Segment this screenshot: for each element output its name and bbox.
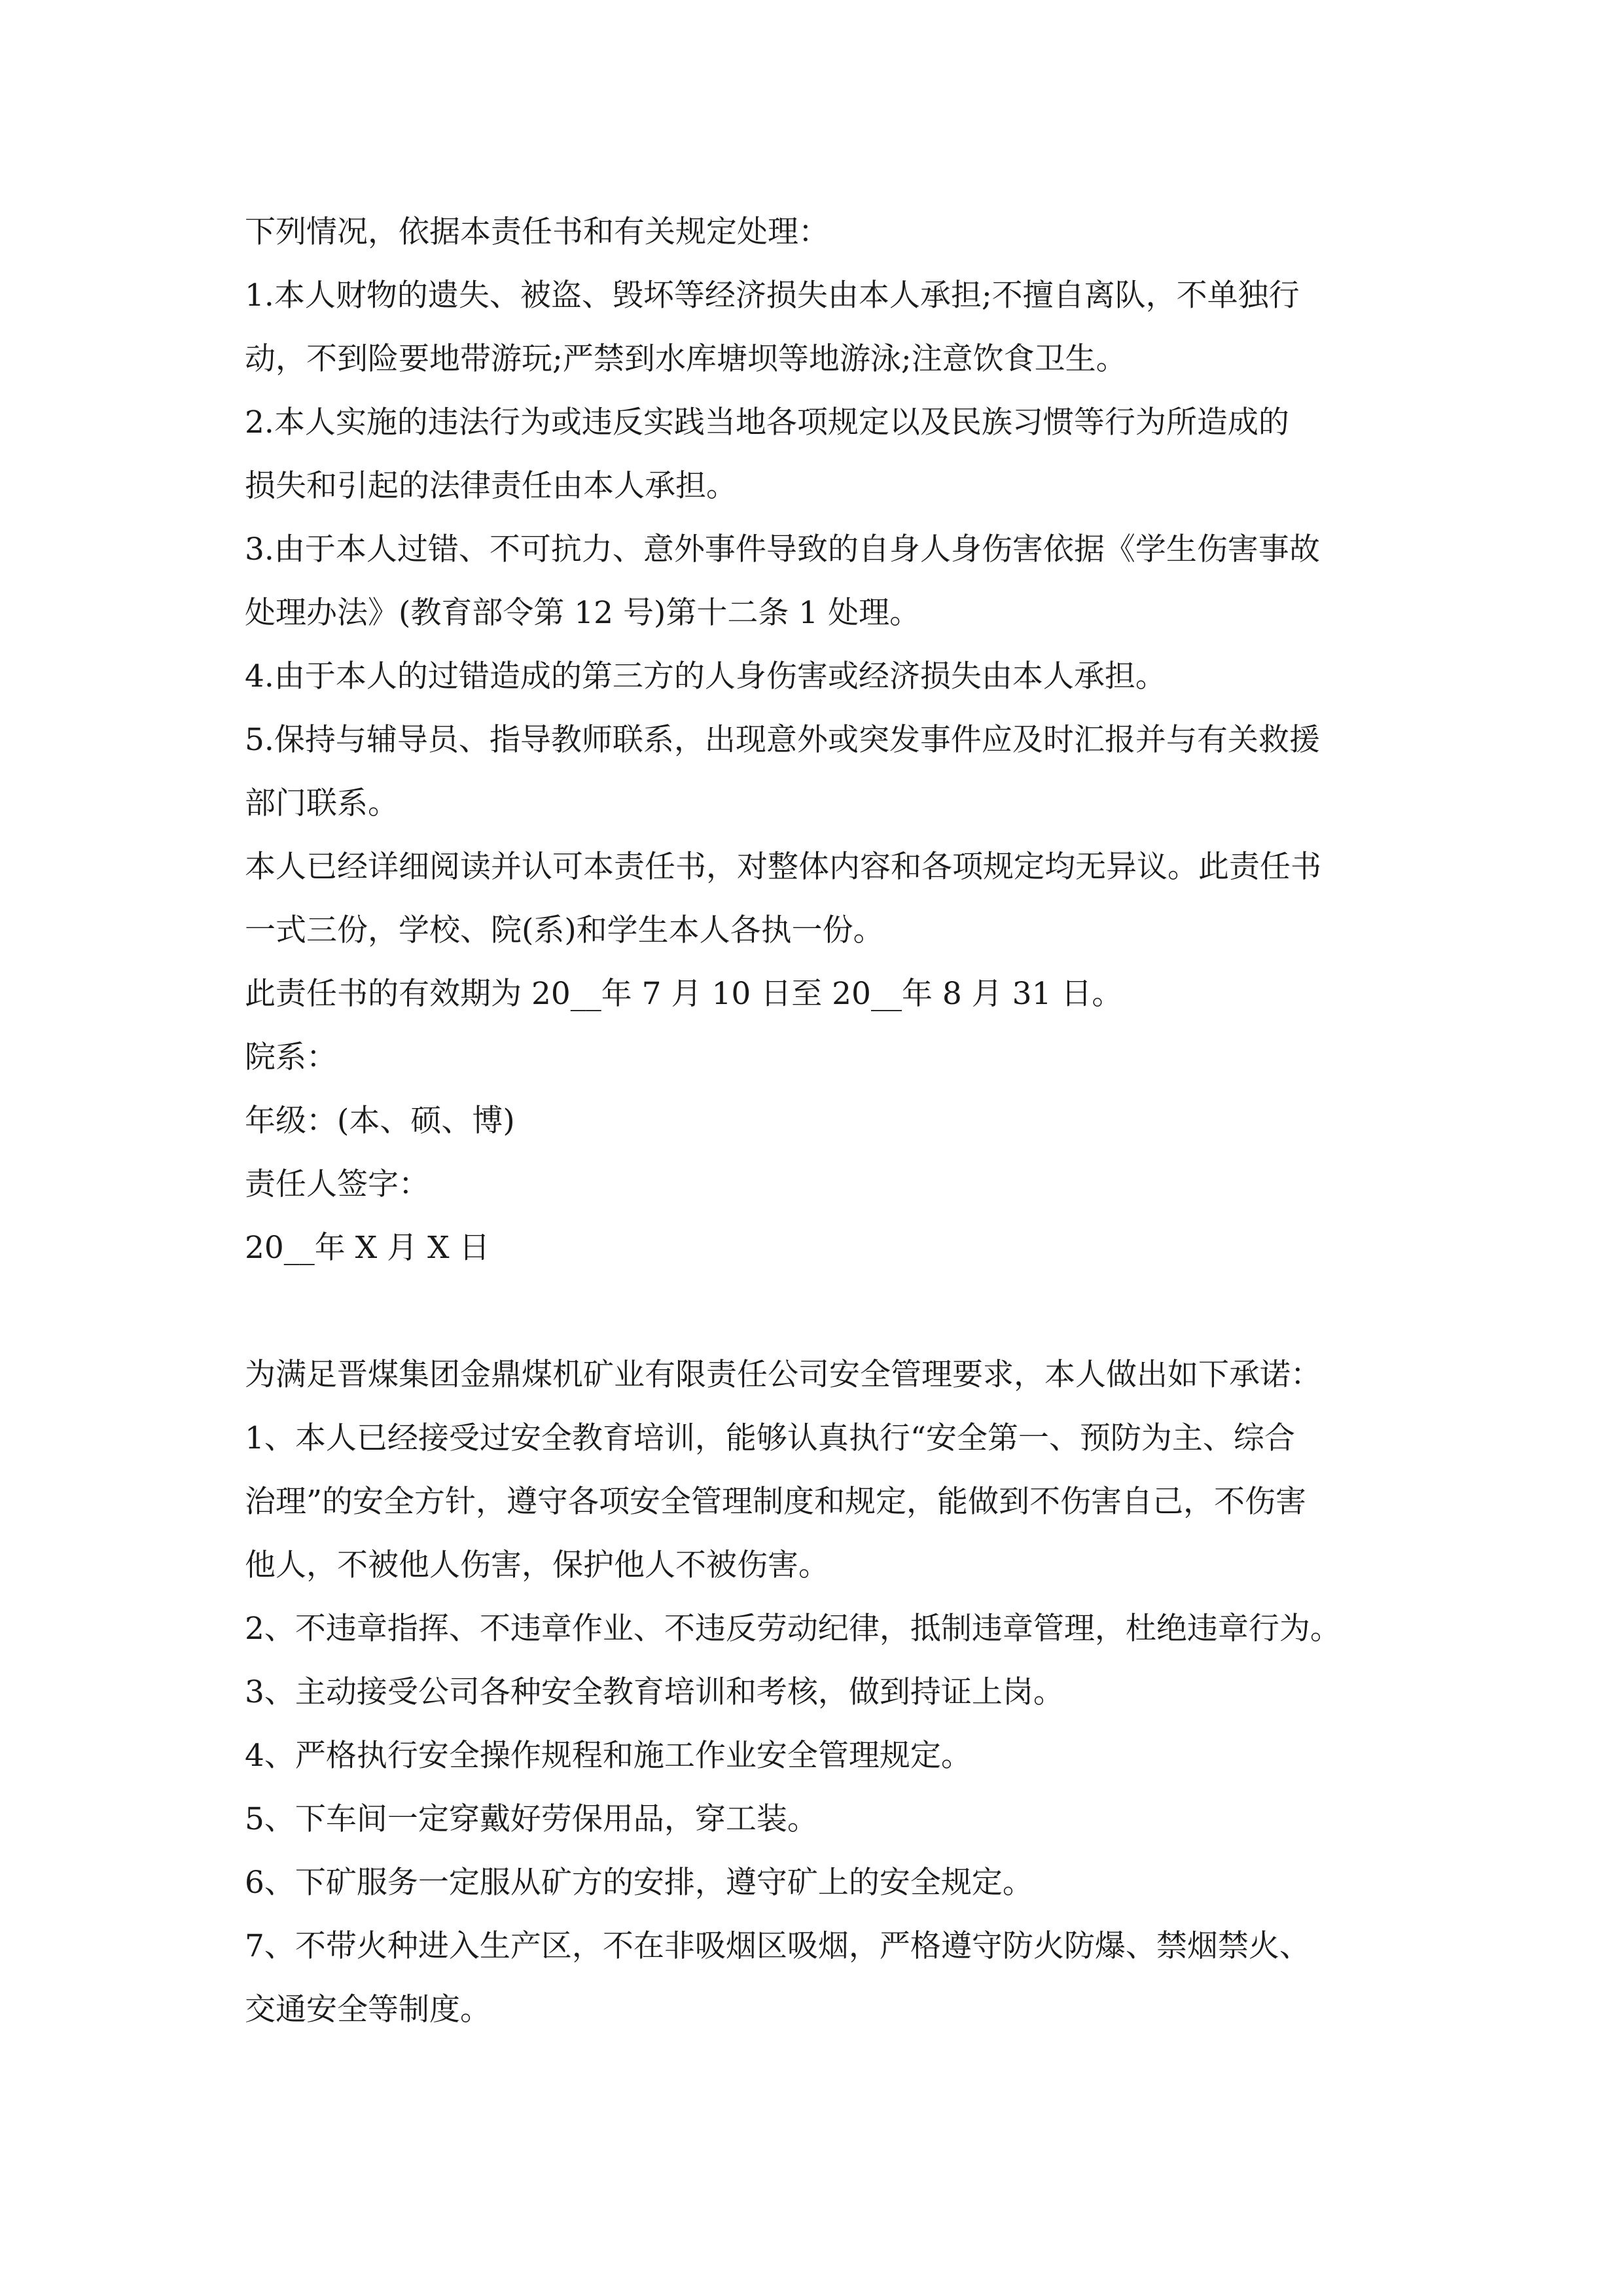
text-line: 3、主动接受公司各种安全教育培训和考核，做到持证上岗。 — [245, 1674, 1064, 1710]
text-line: 本人已经详细阅读并认可本责任书，对整体内容和各项规定均无异议。此责任书 — [245, 849, 1321, 885]
text-line: 动，不到险要地带游玩;严禁到水库塘坝等地游泳;注意饮食卫生。 — [245, 341, 1127, 377]
text-line: 4.由于本人的过错造成的第三方的人身伤害或经济损失由本人承担。 — [245, 658, 1166, 694]
text-line: 下列情况，依据本责任书和有关规定处理： — [245, 214, 829, 250]
text-line: 损失和引起的法律责任由本人承担。 — [245, 468, 737, 504]
responsibility-letter-section — [245, 200, 1410, 1280]
text-line: 4、严格执行安全操作规程和施工作业安全管理规定。 — [245, 1738, 972, 1774]
text-line: 2.本人实施的违法行为或违反实践当地各项规定以及民族习惯等行为所造成的 — [245, 404, 1289, 440]
safety-commitment-section — [245, 1343, 1410, 2041]
text-line: 为满足晋煤集团金鼎煤机矿业有限责任公司安全管理要求，本人做出如下承诺： — [245, 1357, 1321, 1393]
department-field-label: 院系： — [245, 1039, 337, 1075]
text-line: 5、下车间一定穿戴好劳保用品，穿工装。 — [245, 1801, 818, 1837]
text-line: 部门联系。 — [245, 785, 399, 821]
text-line: 5.保持与辅导员、指导教师联系，出现意外或突发事件应及时汇报并与有关救援 — [245, 722, 1320, 758]
text-line: 治理”的安全方针，遵守各项安全管理制度和规定，能做到不伤害自己，不伤害 — [245, 1484, 1307, 1520]
signature-field-label: 责任人签字： — [245, 1166, 429, 1202]
validity-period-line: 此责任书的有效期为 20__年 7 月 10 日至 20__年 8 月 31 日。 — [245, 976, 1123, 1012]
grade-field-label: 年级：(本、硕、博) — [245, 1103, 515, 1139]
text-line: 6、下矿服务一定服从矿方的安排，遵守矿上的安全规定。 — [245, 1865, 1033, 1901]
date-line: 20__年 X 月 X 日 — [245, 1230, 490, 1266]
text-line: 3.由于本人过错、不可抗力、意外事件导致的自身人身伤害依据《学生伤害事故 — [245, 531, 1320, 567]
section-spacer — [245, 1280, 1410, 1343]
text-line: 交通安全等制度。 — [245, 1992, 491, 2028]
text-line: 处理办法》(教育部令第 12 号)第十二条 1 处理。 — [245, 595, 921, 631]
text-line: 一式三份，学校、院(系)和学生本人各执一份。 — [245, 912, 884, 948]
text-line: 2、不违章指挥、不违章作业、不违反劳动纪律，抵制违章管理，杜绝违章行为。 — [245, 1611, 1341, 1647]
text-line: 7、不带火种进入生产区，不在非吸烟区吸烟，严格遵守防火防爆、禁烟禁火、 — [245, 1928, 1310, 1964]
document-body — [245, 200, 1410, 2041]
text-line: 他人，不被他人伤害，保护他人不被伤害。 — [245, 1547, 829, 1583]
text-line: 1.本人财物的遗失、被盗、毁坏等经济损失由本人承担;不擅自离队，不单独行 — [245, 278, 1300, 314]
text-line: 1、本人已经接受过安全教育培训，能够认真执行“安全第一、预防为主、综合 — [245, 1420, 1295, 1456]
